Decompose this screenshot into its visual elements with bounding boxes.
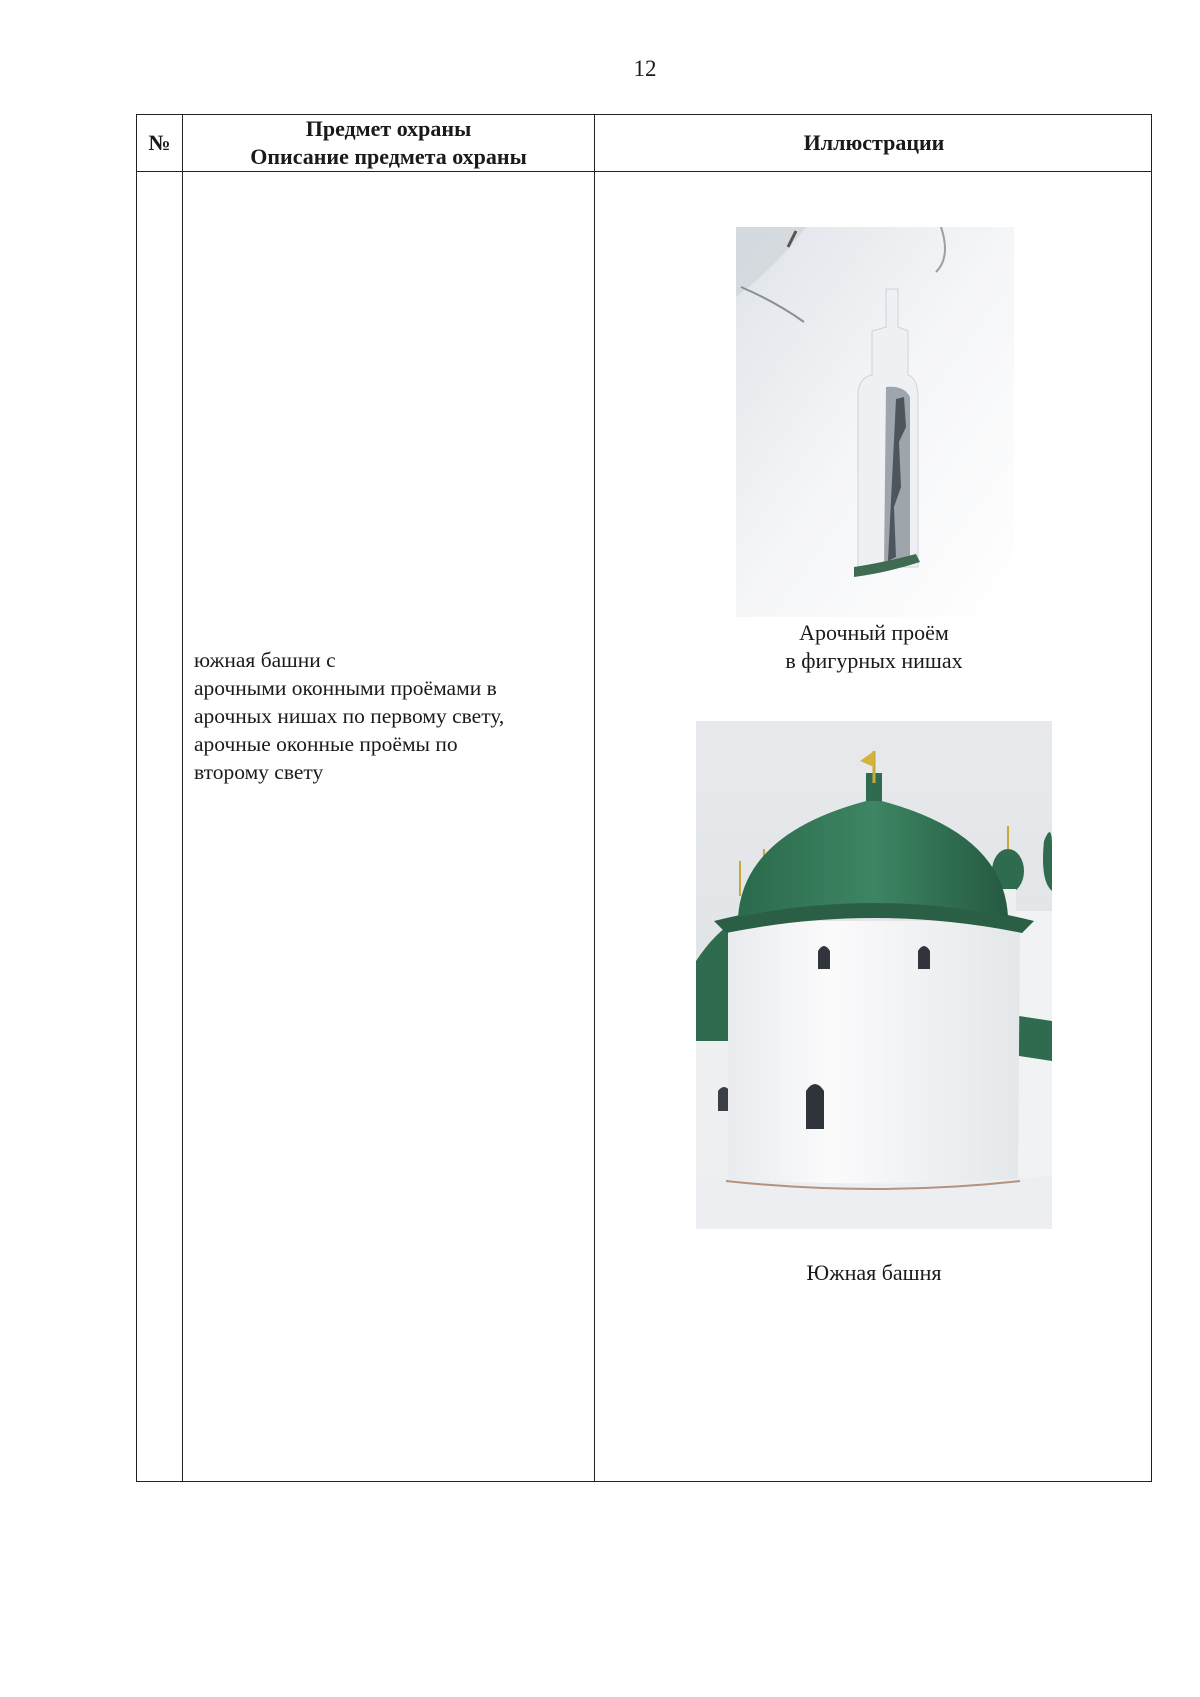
protection-subject-table [136,114,1152,1482]
caption-arched-opening [595,619,1153,675]
page-number: 12 [633,56,657,81]
description-line: арочных нишах по первому свету, [194,704,505,728]
header-illustrations: Иллюстрации [803,130,945,155]
caption-line: Южная башня [806,1260,942,1285]
description-line: арочными оконными проёмами в [194,676,497,700]
header-divider [137,171,1151,172]
south-tower-photo [696,721,1052,1229]
caption-line: в фигурных нишах [785,648,963,673]
header-number: № [148,130,171,155]
description-line: южная башни с [194,648,336,672]
header-subject-title: Предмет охраны [305,116,472,141]
column-divider [182,115,183,1481]
caption-south-tower [595,1259,1153,1287]
description-line: арочные оконные проёмы по [194,732,458,756]
header-subject-description: Описание предмета охраны [250,144,527,169]
protection-description [194,646,584,786]
description-line: второму свету [194,760,324,784]
header-subject [183,115,594,171]
arched-niche-photo [736,227,1014,617]
caption-line: Арочный проём [799,620,949,645]
